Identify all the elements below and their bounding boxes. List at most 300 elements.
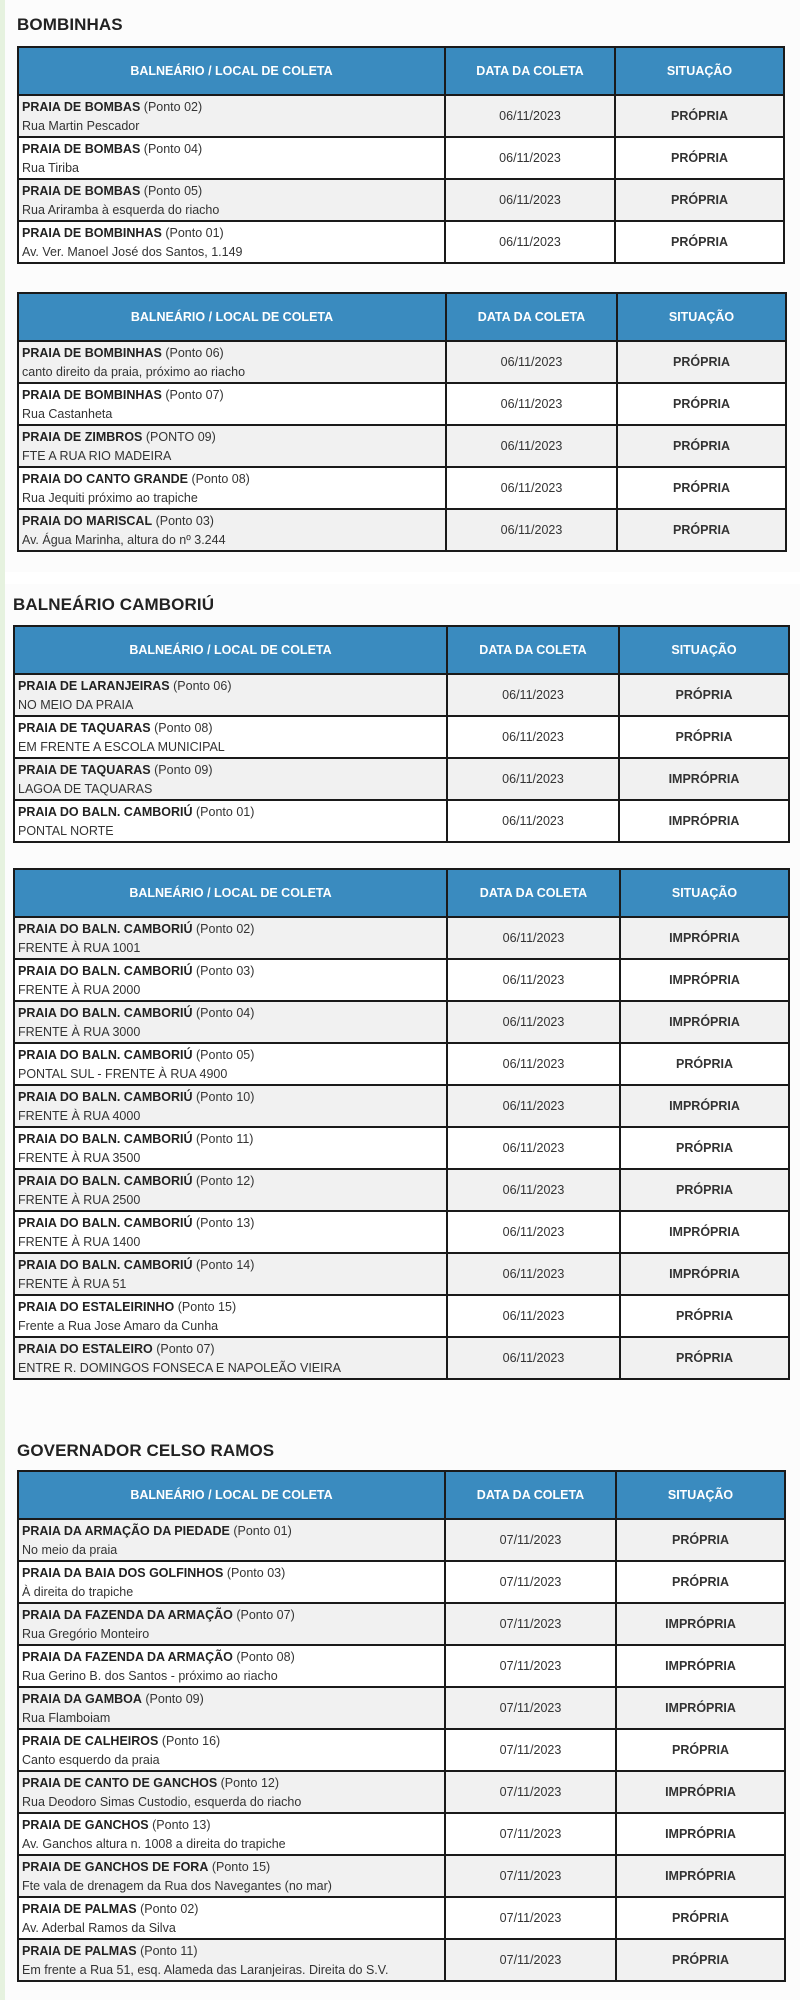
location-address: Rua Flamboiam (22, 1711, 111, 1725)
collection-date: 06/11/2023 (447, 1127, 620, 1169)
collection-date: 07/11/2023 (445, 1771, 616, 1813)
collection-point: (Ponto 03) (155, 514, 214, 528)
location-title (18, 1339, 443, 1359)
location-cell (18, 1897, 445, 1939)
collection-date: 06/11/2023 (447, 1085, 620, 1127)
collection-date: 06/11/2023 (447, 1337, 620, 1379)
beach-name: PRAIA DO BALN. CAMBORIÚ (18, 1006, 193, 1020)
location-title (22, 1605, 441, 1625)
header-situacao: SITUAÇÃO (619, 626, 789, 674)
location-cell (14, 674, 447, 716)
status-badge: IMPRÓPRIA (619, 758, 789, 800)
beach-name: PRAIA DO BALN. CAMBORIÚ (18, 1216, 193, 1230)
location-address: No meio da praia (22, 1543, 118, 1557)
location-title (22, 1773, 441, 1793)
beach-name: PRAIA DE LARANJEIRAS (18, 679, 170, 693)
location-address: Rua Castanheta (22, 407, 113, 421)
beach-name: PRAIA DE ZIMBROS (22, 430, 143, 444)
section-title-governador-celso-ramos: GOVERNADOR CELSO RAMOS (17, 1441, 275, 1460)
table-row (14, 1295, 789, 1337)
beach-name: PRAIA DO BALN. CAMBORIÚ (18, 1090, 193, 1104)
location-address: EM FRENTE A ESCOLA MUNICIPAL (18, 740, 225, 754)
location-address: FRENTE À RUA 2500 (18, 1193, 141, 1207)
status-badge: PRÓPRIA (620, 1169, 789, 1211)
location-address: Frente a Rua Jose Amaro da Cunha (18, 1319, 219, 1333)
location-cell (14, 1337, 447, 1379)
location-title (22, 139, 441, 159)
table-row (18, 95, 784, 137)
status-badge: PRÓPRIA (617, 383, 786, 425)
collection-date: 06/11/2023 (446, 341, 617, 383)
table-row (14, 1337, 789, 1379)
status-badge: IMPRÓPRIA (616, 1603, 785, 1645)
location-address: Av. Aderbal Ramos da Silva (22, 1921, 176, 1935)
collection-date: 06/11/2023 (446, 467, 617, 509)
location-cell (14, 716, 447, 758)
location-title (22, 469, 442, 489)
beach-name: PRAIA DA GAMBOA (22, 1692, 142, 1706)
status-badge: PRÓPRIA (616, 1729, 785, 1771)
location-cell (18, 467, 446, 509)
collection-point: (Ponto 12) (220, 1776, 280, 1790)
header-data: DATA DA COLETA (446, 293, 617, 341)
beach-name: PRAIA DO ESTALEIRINHO (18, 1300, 175, 1314)
location-title (22, 223, 441, 243)
table-header-row (14, 869, 789, 917)
location-cell (18, 1813, 445, 1855)
beach-name: PRAIA DE GANCHOS DE FORA (22, 1860, 209, 1874)
status-badge: PRÓPRIA (616, 1939, 785, 1981)
status-badge: PRÓPRIA (615, 179, 784, 221)
table-balneario-camboriu-1 (13, 625, 790, 843)
table-balneario-camboriu-2 (13, 868, 790, 1380)
header-local: BALNEÁRIO / LOCAL DE COLETA (18, 47, 445, 95)
location-address: FRENTE À RUA 1400 (18, 1235, 141, 1249)
collection-point: (Ponto 15) (211, 1860, 271, 1874)
status-badge: PRÓPRIA (615, 95, 784, 137)
collection-point: (Ponto 07) (156, 1342, 215, 1356)
collection-point: (Ponto 08) (191, 472, 250, 486)
location-address: FRENTE À RUA 51 (18, 1277, 127, 1291)
location-address: PONTAL NORTE (18, 824, 114, 838)
collection-point: (Ponto 04) (143, 142, 203, 156)
collection-point: (Ponto 13) (152, 1818, 211, 1832)
beach-name: PRAIA DO CANTO GRANDE (22, 472, 188, 486)
status-badge: IMPRÓPRIA (616, 1855, 785, 1897)
location-cell (18, 1603, 445, 1645)
location-address: À direita do trapiche (22, 1585, 134, 1599)
table-row (18, 1897, 785, 1939)
collection-point: (Ponto 03) (226, 1566, 286, 1580)
beach-name: PRAIA DO BALN. CAMBORIÚ (18, 922, 193, 936)
status-badge: PRÓPRIA (615, 221, 784, 263)
collection-point: (Ponto 06) (165, 346, 224, 360)
beach-name: PRAIA DO BALN. CAMBORIÚ (18, 1258, 193, 1272)
collection-point: (Ponto 02) (143, 100, 203, 114)
collection-date: 06/11/2023 (447, 674, 619, 716)
table-header-row (14, 626, 789, 674)
beach-name: PRAIA DA BAIA DOS GOLFINHOS (22, 1566, 224, 1580)
collection-point: (Ponto 10) (196, 1090, 255, 1104)
location-title (22, 1521, 441, 1541)
collection-date: 07/11/2023 (445, 1687, 616, 1729)
table-governador-celso-ramos (17, 1470, 786, 1982)
table-row (18, 137, 784, 179)
status-badge: PRÓPRIA (616, 1561, 785, 1603)
location-cell (14, 1211, 447, 1253)
collection-date: 06/11/2023 (446, 425, 617, 467)
collection-date: 07/11/2023 (445, 1519, 616, 1561)
beach-name: PRAIA DE CANTO DE GANCHOS (22, 1776, 218, 1790)
location-address: Rua Martin Pescador (22, 119, 140, 133)
collection-point: (PONTO 09) (145, 430, 216, 444)
status-badge: PRÓPRIA (617, 467, 786, 509)
status-badge: IMPRÓPRIA (616, 1645, 785, 1687)
header-data: DATA DA COLETA (447, 869, 620, 917)
location-title (22, 385, 442, 405)
status-badge: IMPRÓPRIA (620, 959, 789, 1001)
collection-point: (Ponto 07) (236, 1608, 295, 1622)
location-cell (14, 1169, 447, 1211)
location-address: Rua Deodoro Simas Custodio, esquerda do riacho (22, 1795, 302, 1809)
collection-point: (Ponto 02) (140, 1902, 199, 1916)
location-title (18, 1129, 443, 1149)
table-row (18, 341, 786, 383)
header-situacao: SITUAÇÃO (616, 1471, 785, 1519)
table-row (14, 1001, 789, 1043)
collection-point: (Ponto 16) (161, 1734, 221, 1748)
location-title (22, 427, 442, 447)
collection-point: (Ponto 08) (236, 1650, 295, 1664)
location-address: Rua Gerino B. dos Santos - próximo ao riacho (22, 1669, 278, 1683)
status-badge: PRÓPRIA (616, 1519, 785, 1561)
collection-date: 06/11/2023 (447, 1043, 620, 1085)
collection-point: (Ponto 01) (196, 805, 255, 819)
table-row (14, 1169, 789, 1211)
location-cell (14, 959, 447, 1001)
location-cell (14, 1253, 447, 1295)
location-cell (18, 1855, 445, 1897)
location-cell (18, 1561, 445, 1603)
location-title (22, 1815, 441, 1835)
location-title (18, 1171, 443, 1191)
header-local: BALNEÁRIO / LOCAL DE COLETA (18, 293, 446, 341)
status-badge: PRÓPRIA (619, 716, 789, 758)
location-title (22, 181, 441, 201)
collection-date: 07/11/2023 (445, 1939, 616, 1981)
table-header-row (18, 47, 784, 95)
header-situacao: SITUAÇÃO (617, 293, 786, 341)
beach-name: PRAIA DE BOMBINHAS (22, 388, 162, 402)
location-cell (14, 758, 447, 800)
location-title (22, 343, 442, 363)
location-address: FRENTE À RUA 3000 (18, 1025, 141, 1039)
collection-date: 06/11/2023 (447, 1169, 620, 1211)
header-local: BALNEÁRIO / LOCAL DE COLETA (14, 626, 447, 674)
collection-point: (Ponto 15) (177, 1300, 237, 1314)
collection-date: 07/11/2023 (445, 1729, 616, 1771)
location-address: Rua Jequiti próximo ao trapiche (22, 491, 198, 505)
location-cell (18, 1771, 445, 1813)
table-row (18, 1603, 785, 1645)
location-title (18, 1297, 443, 1317)
collection-point: (Ponto 06) (173, 679, 232, 693)
beach-name: PRAIA DE BOMBAS (22, 142, 141, 156)
location-address: canto direito da praia, próximo ao riacho (22, 365, 246, 379)
table-row (18, 1939, 785, 1981)
location-title (22, 1941, 441, 1961)
location-cell (18, 1645, 445, 1687)
section-title-balneario-camboriu: BALNEÁRIO CAMBORIÚ (13, 595, 215, 614)
location-cell (14, 800, 447, 842)
collection-point: (Ponto 08) (154, 721, 213, 735)
location-title (22, 1563, 441, 1583)
section-title-bombinhas: BOMBINHAS (17, 15, 123, 34)
status-badge: PRÓPRIA (617, 509, 786, 551)
location-title (18, 961, 443, 981)
beach-name: PRAIA DE BOMBAS (22, 100, 141, 114)
table-header-row (18, 1471, 785, 1519)
location-address: FTE A RUA RIO MADEIRA (22, 449, 172, 463)
status-badge: IMPRÓPRIA (620, 1001, 789, 1043)
table-row (18, 1813, 785, 1855)
location-cell (18, 1687, 445, 1729)
status-badge: IMPRÓPRIA (619, 800, 789, 842)
collection-date: 06/11/2023 (447, 1295, 620, 1337)
location-title (18, 1045, 443, 1065)
collection-point: (Ponto 05) (143, 184, 203, 198)
collection-point: (Ponto 04) (196, 1006, 255, 1020)
location-cell (14, 1085, 447, 1127)
collection-date: 06/11/2023 (445, 137, 615, 179)
location-title (22, 1647, 441, 1667)
beach-name: PRAIA DO BALN. CAMBORIÚ (18, 964, 193, 978)
table-bombinhas-1 (17, 46, 785, 264)
header-data: DATA DA COLETA (445, 1471, 616, 1519)
collection-point: (Ponto 02) (196, 922, 255, 936)
table-row (14, 917, 789, 959)
table-row (18, 425, 786, 467)
location-title (18, 1003, 443, 1023)
location-title (22, 1731, 441, 1751)
collection-date: 06/11/2023 (447, 758, 619, 800)
location-address: Rua Ariramba à esquerda do riacho (22, 203, 220, 217)
location-cell (18, 1729, 445, 1771)
header-data: DATA DA COLETA (445, 47, 615, 95)
beach-name: PRAIA DE BOMBINHAS (22, 346, 162, 360)
collection-date: 06/11/2023 (447, 959, 620, 1001)
collection-point: (Ponto 09) (145, 1692, 204, 1706)
table-row (18, 1855, 785, 1897)
header-local: BALNEÁRIO / LOCAL DE COLETA (14, 869, 447, 917)
location-cell (14, 1295, 447, 1337)
beach-name: PRAIA DE BOMBAS (22, 184, 141, 198)
location-cell (14, 1043, 447, 1085)
table-row (14, 1043, 789, 1085)
table-row (14, 758, 789, 800)
location-address: FRENTE À RUA 4000 (18, 1109, 141, 1123)
location-cell (18, 341, 446, 383)
location-address: FRENTE À RUA 1001 (18, 941, 141, 955)
status-badge: IMPRÓPRIA (620, 1085, 789, 1127)
collection-point: (Ponto 05) (196, 1048, 255, 1062)
location-address: LAGOA DE TAQUARAS (18, 782, 153, 796)
location-title (18, 1255, 443, 1275)
collection-point: (Ponto 03) (196, 964, 255, 978)
location-title (18, 718, 443, 738)
collection-date: 06/11/2023 (447, 1211, 620, 1253)
collection-date: 06/11/2023 (447, 1253, 620, 1295)
status-badge: PRÓPRIA (616, 1897, 785, 1939)
status-badge: IMPRÓPRIA (616, 1771, 785, 1813)
collection-date: 07/11/2023 (445, 1855, 616, 1897)
table-row (18, 1561, 785, 1603)
table-row (18, 383, 786, 425)
collection-point: (Ponto 01) (233, 1524, 292, 1538)
status-badge: PRÓPRIA (615, 137, 784, 179)
table-row (14, 1085, 789, 1127)
table-row (18, 221, 784, 263)
status-badge: IMPRÓPRIA (620, 1211, 789, 1253)
table-row (14, 800, 789, 842)
location-address: Fte vala de drenagem da Rua dos Navegantes (no mar) (22, 1879, 332, 1893)
collection-date: 06/11/2023 (445, 221, 615, 263)
collection-point: (Ponto 13) (196, 1216, 255, 1230)
status-badge: PRÓPRIA (617, 425, 786, 467)
table-header-row (18, 293, 786, 341)
location-address: FRENTE À RUA 2000 (18, 983, 141, 997)
beach-name: PRAIA DO MARISCAL (22, 514, 153, 528)
status-badge: PRÓPRIA (620, 1127, 789, 1169)
collection-point: (Ponto 01) (165, 226, 224, 240)
beach-name: PRAIA DO ESTALEIRO (18, 1342, 153, 1356)
collection-point: (Ponto 07) (165, 388, 224, 402)
location-title (18, 1213, 443, 1233)
location-cell (18, 1519, 445, 1561)
location-address: Av. Ganchos altura n. 1008 a direita do trapiche (22, 1837, 286, 1851)
collection-date: 07/11/2023 (445, 1645, 616, 1687)
location-cell (18, 221, 445, 263)
collection-point: (Ponto 14) (196, 1258, 255, 1272)
beach-name: PRAIA DO BALN. CAMBORIÚ (18, 1048, 193, 1062)
table-row (14, 1211, 789, 1253)
location-title (22, 511, 442, 531)
collection-date: 07/11/2023 (445, 1813, 616, 1855)
table-row (14, 674, 789, 716)
status-badge: PRÓPRIA (620, 1337, 789, 1379)
beach-name: PRAIA DA FAZENDA DA ARMAÇÃO (22, 1608, 233, 1622)
status-badge: IMPRÓPRIA (620, 917, 789, 959)
location-cell (14, 1127, 447, 1169)
location-cell (18, 137, 445, 179)
location-address: PONTAL SUL - FRENTE À RUA 4900 (18, 1067, 228, 1081)
collection-date: 07/11/2023 (445, 1603, 616, 1645)
location-address: NO MEIO DA PRAIA (18, 698, 134, 712)
location-address: Em frente a Rua 51, esq. Alameda das Laranjeiras. Direita do S.V. (22, 1963, 389, 1977)
table-bombinhas-2 (17, 292, 787, 552)
collection-date: 07/11/2023 (445, 1897, 616, 1939)
table-row (14, 716, 789, 758)
location-title (22, 1899, 441, 1919)
collection-date: 06/11/2023 (447, 1001, 620, 1043)
table-row (18, 1687, 785, 1729)
location-title (18, 802, 443, 822)
table-row (18, 1729, 785, 1771)
location-address: FRENTE À RUA 3500 (18, 1151, 141, 1165)
beach-name: PRAIA DE TAQUARAS (18, 763, 151, 777)
location-cell (14, 1001, 447, 1043)
location-address: Av. Ver. Manoel José dos Santos, 1.149 (22, 245, 243, 259)
header-situacao: SITUAÇÃO (620, 869, 789, 917)
beach-name: PRAIA DO BALN. CAMBORIÚ (18, 1174, 193, 1188)
table-row (14, 959, 789, 1001)
location-title (22, 97, 441, 117)
location-address: Rua Tiriba (22, 161, 79, 175)
beach-name: PRAIA DO BALN. CAMBORIÚ (18, 1132, 193, 1146)
table-row (18, 509, 786, 551)
header-data: DATA DA COLETA (447, 626, 619, 674)
collection-date: 06/11/2023 (445, 95, 615, 137)
location-title (18, 1087, 443, 1107)
location-address: Av. Água Marinha, altura do nº 3.244 (22, 533, 226, 547)
location-title (22, 1689, 441, 1709)
location-address: Canto esquerdo da praia (22, 1753, 160, 1767)
location-cell (18, 509, 446, 551)
beach-name: PRAIA DE TAQUARAS (18, 721, 151, 735)
location-title (18, 760, 443, 780)
table-row (14, 1127, 789, 1169)
location-title (18, 919, 443, 939)
collection-point: (Ponto 11) (140, 1944, 198, 1958)
collection-point: (Ponto 12) (196, 1174, 255, 1188)
location-cell (18, 425, 446, 467)
header-local: BALNEÁRIO / LOCAL DE COLETA (18, 1471, 445, 1519)
collection-date: 06/11/2023 (445, 179, 615, 221)
location-cell (14, 917, 447, 959)
location-cell (18, 1939, 445, 1981)
collection-date: 06/11/2023 (446, 509, 617, 551)
collection-point: (Ponto 11) (196, 1132, 254, 1146)
header-situacao: SITUAÇÃO (615, 47, 784, 95)
beach-name: PRAIA DA FAZENDA DA ARMAÇÃO (22, 1650, 233, 1664)
collection-date: 06/11/2023 (447, 917, 620, 959)
beach-name: PRAIA DO BALN. CAMBORIÚ (18, 805, 193, 819)
table-row (18, 179, 784, 221)
collection-date: 06/11/2023 (446, 383, 617, 425)
location-cell (18, 95, 445, 137)
table-row (18, 467, 786, 509)
table-row (14, 1253, 789, 1295)
beach-name: PRAIA DE CALHEIROS (22, 1734, 159, 1748)
location-address: Rua Gregório Monteiro (22, 1627, 150, 1641)
location-address: ENTRE R. DOMINGOS FONSECA E NAPOLEÃO VIEIRA (18, 1361, 341, 1375)
location-cell (18, 383, 446, 425)
status-badge: PRÓPRIA (617, 341, 786, 383)
collection-date: 07/11/2023 (445, 1561, 616, 1603)
table-row (18, 1645, 785, 1687)
status-badge: PRÓPRIA (620, 1043, 789, 1085)
status-badge: IMPRÓPRIA (620, 1253, 789, 1295)
beach-name: PRAIA DE PALMAS (22, 1902, 137, 1916)
beach-name: PRAIA DE PALMAS (22, 1944, 137, 1958)
beach-name: PRAIA DA ARMAÇÃO DA PIEDADE (22, 1524, 230, 1538)
status-badge: IMPRÓPRIA (616, 1813, 785, 1855)
beach-name: PRAIA DE GANCHOS (22, 1818, 149, 1832)
status-badge: IMPRÓPRIA (616, 1687, 785, 1729)
table-row (18, 1771, 785, 1813)
collection-point: (Ponto 09) (154, 763, 213, 777)
beach-name: PRAIA DE BOMBINHAS (22, 226, 162, 240)
